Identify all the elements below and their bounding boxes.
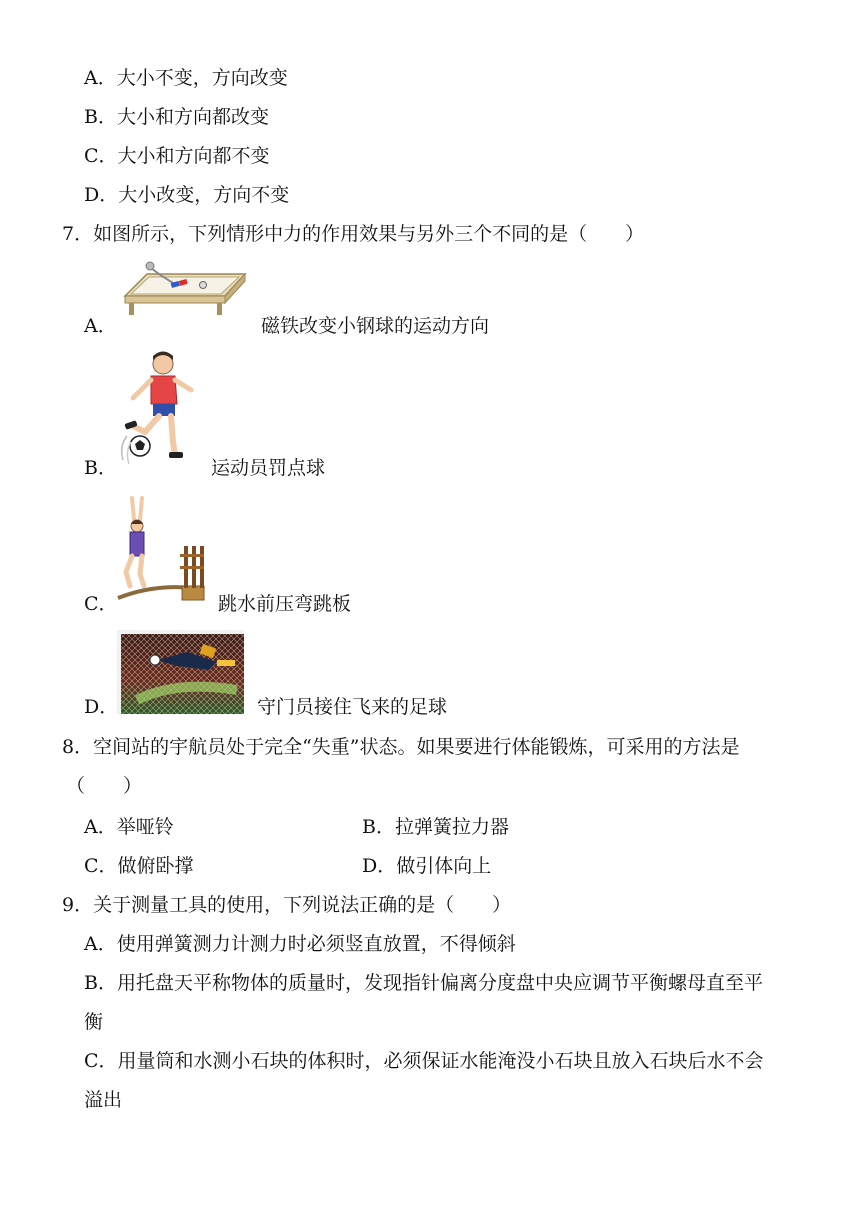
q8-stem-continuation: （ ） — [66, 775, 143, 797]
q7-option-b-letter: B． — [84, 457, 117, 479]
penalty-kick-illustration — [115, 350, 201, 468]
q9-option-c-line1: C．用量筒和水测小石块的体积时，必须保证水能淹没小石块且放入石块后水不会 — [84, 1050, 764, 1072]
q6-option-c: C．大小和方向都不变 — [84, 145, 270, 167]
q8-stem: 8．空间站的宇航员处于完全“失重”状态。如果要进行体能锻炼，可采用的方法是 — [62, 736, 740, 758]
q6-option-d: D．大小改变，方向不变 — [84, 184, 290, 206]
q6-option-a: A．大小不变，方向改变 — [84, 67, 288, 89]
q8-option-d: D．做引体向上 — [362, 855, 492, 877]
q8-option-a: A．举哑铃 — [84, 816, 174, 838]
q8-option-c: C．做俯卧撑 — [84, 855, 194, 877]
q7-option-a-letter: A． — [84, 315, 117, 337]
q9-option-b-line1: B．用托盘天平称物体的质量时，发现指针偏离分度盘中央应调节平衡螺母直至平 — [84, 972, 763, 994]
q7-option-c-letter: C． — [84, 593, 118, 615]
q9-option-a: A．使用弹簧测力计测力时必须竖直放置，不得倾斜 — [84, 933, 516, 955]
q7-stem: 7．如图所示，下列情形中力的作用效果与另外三个不同的是（ ） — [62, 223, 645, 245]
diving-board-illustration — [114, 494, 206, 606]
q8-option-b: B．拉弹簧拉力器 — [362, 816, 509, 838]
q6-option-b: B．大小和方向都改变 — [84, 106, 269, 128]
q7-option-d-letter: D． — [84, 696, 119, 718]
goalkeeper-photo — [117, 630, 244, 714]
magnet-table-illustration — [117, 258, 247, 320]
q7-option-d-caption: 守门员接住飞来的足球 — [257, 696, 448, 718]
q7-option-c-caption: 跳水前压弯跳板 — [218, 593, 352, 615]
q9-option-c-line2: 溢出 — [84, 1089, 123, 1111]
q9-option-b-line2: 衡 — [84, 1011, 104, 1033]
q7-option-b-caption: 运动员罚点球 — [211, 457, 326, 479]
q9-stem: 9．关于测量工具的使用，下列说法正确的是（ ） — [62, 894, 512, 916]
q7-option-a-caption: 磁铁改变小钢球的运动方向 — [261, 315, 490, 337]
